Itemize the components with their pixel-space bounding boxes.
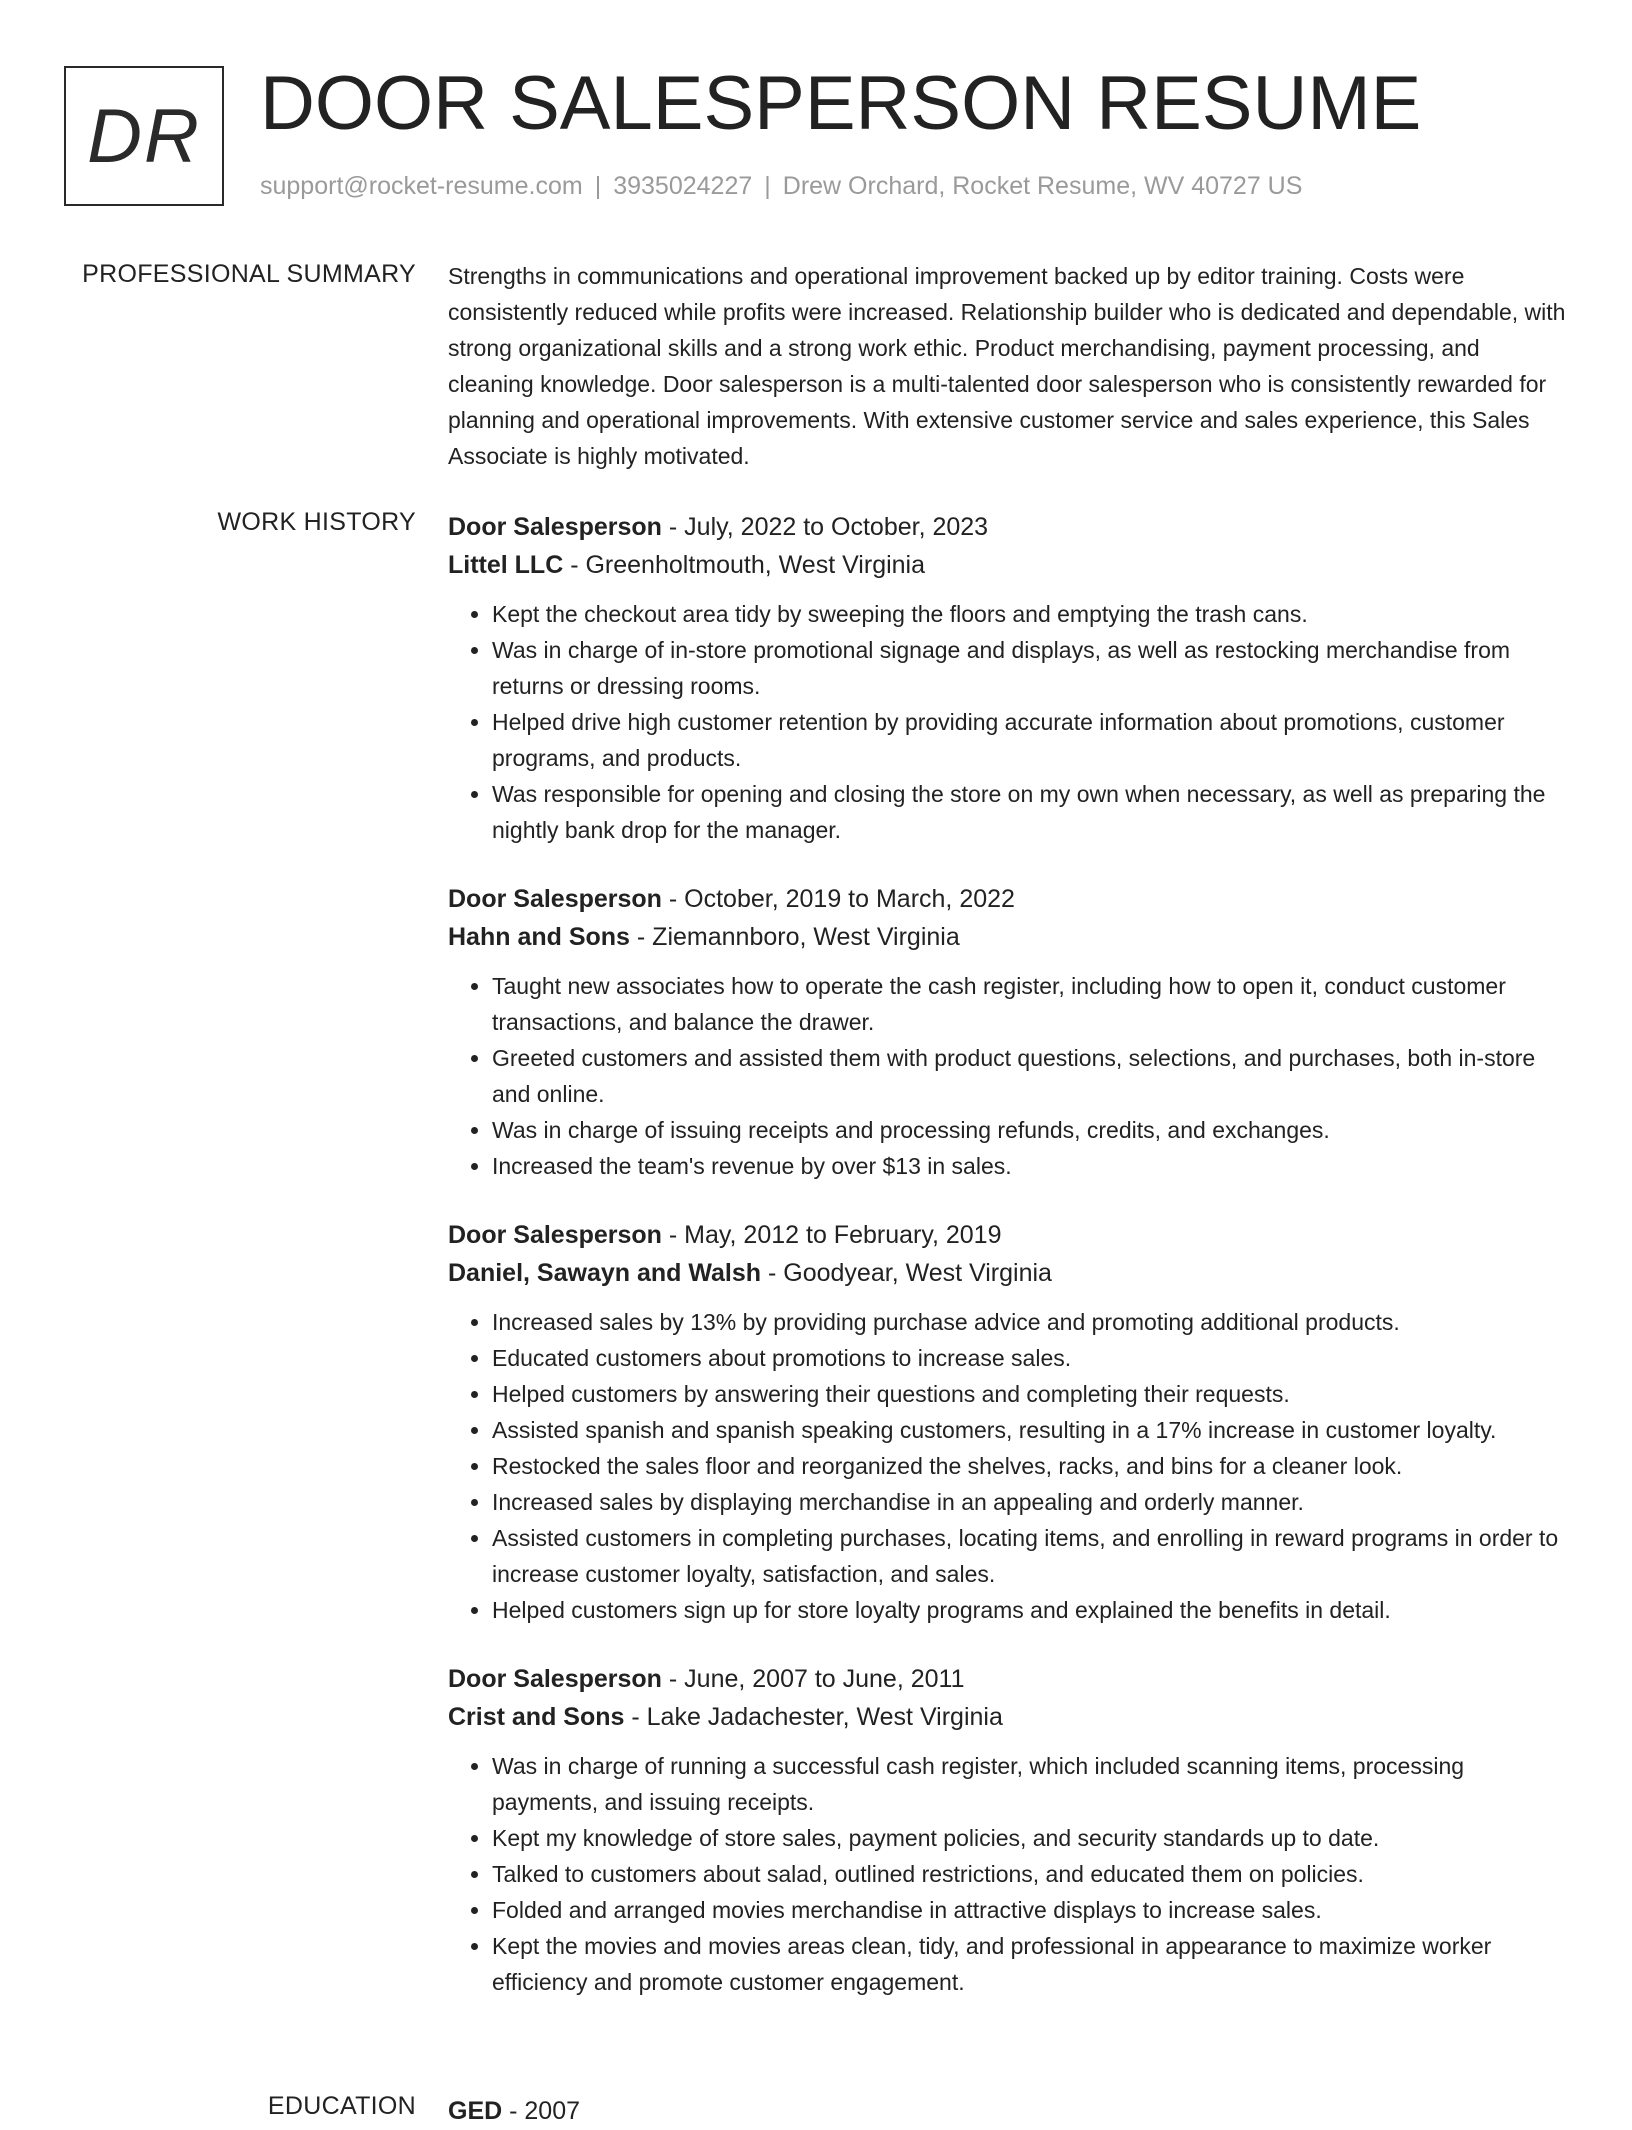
job-bullet: • Increased the team's revenue by over $13 in sales. bbox=[492, 1148, 1568, 1184]
job-bullet: • Was in charge of issuing receipts and processing refunds, credits, and exchanges. bbox=[492, 1112, 1568, 1148]
job-bullet: • Restocked the sales floor and reorganized the shelves, racks, and bins for a cleaner look. bbox=[492, 1448, 1568, 1484]
job-bullet: • Was in charge of in-store promotional signage and displays, as well as restocking merchandise from returns or dressing rooms. bbox=[492, 632, 1568, 704]
contact-phone[interactable]: 3935024227 bbox=[613, 172, 753, 200]
resume-title: DOOR SALESPERSON RESUME bbox=[260, 61, 1422, 146]
job-entry bbox=[448, 1660, 1568, 2000]
job-dates: - June, 2007 to June, 2011 bbox=[661, 1665, 965, 1693]
job-company: Daniel, Sawayn and Walsh bbox=[448, 1259, 762, 1287]
job-dates: - July, 2022 to October, 2023 bbox=[661, 513, 989, 541]
job-title: Door Salesperson bbox=[448, 513, 662, 541]
job-company-line bbox=[448, 918, 1568, 956]
job-company-line bbox=[448, 1698, 1568, 1736]
job-bullet: • Educated customers about promotions to increase sales. bbox=[492, 1340, 1568, 1376]
job-title: Door Salesperson bbox=[448, 1665, 662, 1693]
job-location: - Lake Jadachester, West Virginia bbox=[624, 1703, 1003, 1731]
job-bullets bbox=[448, 596, 1568, 848]
job-bullet: • Was responsible for opening and closing the store on my own when necessary, as well as preparing the nightly bank drop for the manager. bbox=[492, 776, 1568, 848]
job-bullets bbox=[448, 968, 1568, 1184]
job-bullet: • Helped drive high customer retention by providing accurate information about promotions, customer programs, and products. bbox=[492, 704, 1568, 776]
job-bullets bbox=[448, 1304, 1568, 1628]
job-bullet: • Assisted spanish and spanish speaking customers, resulting in a 17% increase in customer loyalty. bbox=[492, 1412, 1568, 1448]
education-line bbox=[448, 2092, 1568, 2130]
job-title-line bbox=[448, 1660, 1568, 1698]
job-bullet: • Greeted customers and assisted them with product questions, selections, and purchases, both in-store and online. bbox=[492, 1040, 1568, 1112]
job-company: Littel LLC bbox=[448, 551, 564, 579]
job-entry bbox=[448, 880, 1568, 1184]
job-bullet: • Increased sales by 13% by providing purchase advice and promoting additional products. bbox=[492, 1304, 1568, 1340]
job-title-line bbox=[448, 1216, 1568, 1254]
job-location: - Ziemannboro, West Virginia bbox=[629, 923, 960, 951]
job-entry bbox=[448, 1216, 1568, 1628]
job-bullet: • Helped customers by answering their questions and completing their requests. bbox=[492, 1376, 1568, 1412]
job-bullet: • Kept the movies and movies areas clean, tidy, and professional in appearance to maximize worker efficiency and promote customer engagement. bbox=[492, 1928, 1568, 2000]
job-bullet: • Taught new associates how to operate the cash register, including how to open it, conduct customer transactions, and balance the drawer. bbox=[492, 968, 1568, 1040]
education-label: EDUCATION bbox=[267, 2092, 416, 2120]
job-dates: - October, 2019 to March, 2022 bbox=[661, 885, 1015, 913]
job-bullet: • Was in charge of running a successful cash register, which included scanning items, processing payments, and issuing receipts. bbox=[492, 1748, 1568, 1820]
job-location: - Greenholtmouth, West Virginia bbox=[563, 551, 926, 579]
job-bullet: • Assisted customers in completing purchases, locating items, and enrolling in reward programs in order to increase customer loyalty, satisfaction, and sales. bbox=[492, 1520, 1568, 1592]
work-history-body bbox=[448, 508, 1568, 2000]
summary-body bbox=[448, 258, 1568, 474]
contact-address: Drew Orchard, Rocket Resume, WV 40727 US bbox=[782, 172, 1303, 200]
job-bullet: • Increased sales by displaying merchandise in an appealing and orderly manner. bbox=[492, 1484, 1568, 1520]
contact-email[interactable]: support@rocket-resume.com bbox=[260, 172, 583, 200]
contact-separator: | bbox=[594, 172, 602, 200]
job-title: Door Salesperson bbox=[448, 885, 662, 913]
job-company: Crist and Sons bbox=[448, 1703, 625, 1731]
contact-line bbox=[260, 172, 1302, 201]
job-location: - Goodyear, West Virginia bbox=[761, 1259, 1052, 1287]
contact-separator: | bbox=[764, 172, 771, 200]
job-company-line bbox=[448, 1254, 1568, 1292]
education-body bbox=[448, 2092, 1568, 2130]
job-dates: - May, 2012 to February, 2019 bbox=[661, 1221, 1002, 1249]
job-bullet: • Kept the checkout area tidy by sweeping the floors and emptying the trash cans. bbox=[492, 596, 1568, 632]
job-entry bbox=[448, 508, 1568, 848]
job-title-line bbox=[448, 880, 1568, 918]
job-title-line bbox=[448, 508, 1568, 546]
work-history-label: WORK HISTORY bbox=[217, 508, 416, 536]
summary-text: Strengths in communications and operational improvement backed up by editor training. Costs were consistently reduced while profits were increased. Relationship builder who is dedicated and dependable, with strong organizational skills and a strong work ethic. Product merchandising, payment processing, and cleaning knowledge. Door salesperson is a multi-talented door salesperson who is consistently rewarded for planning and operational improvements. With extensive customer service and sales experience, this Sales Associate is highly motivated. bbox=[448, 263, 1566, 469]
education-year: - 2007 bbox=[502, 2097, 581, 2125]
resume-header bbox=[64, 61, 1584, 214]
job-company: Hahn and Sons bbox=[448, 923, 630, 951]
job-bullet: • Kept my knowledge of store sales, payment policies, and security standards up to date. bbox=[492, 1820, 1568, 1856]
job-bullet: • Folded and arranged movies merchandise in attractive displays to increase sales. bbox=[492, 1892, 1568, 1928]
monogram-logo: DR bbox=[64, 66, 224, 206]
job-bullets bbox=[448, 1748, 1568, 2000]
job-bullet: • Helped customers sign up for store loyalty programs and explained the benefits in detail. bbox=[492, 1592, 1568, 1628]
summary-label: PROFESSIONAL SUMMARY bbox=[82, 260, 416, 288]
job-bullet: • Talked to customers about salad, outlined restrictions, and educated them on policies. bbox=[492, 1856, 1568, 1892]
job-title: Door Salesperson bbox=[448, 1221, 662, 1249]
education-degree: GED bbox=[448, 2097, 503, 2125]
job-company-line bbox=[448, 546, 1568, 584]
